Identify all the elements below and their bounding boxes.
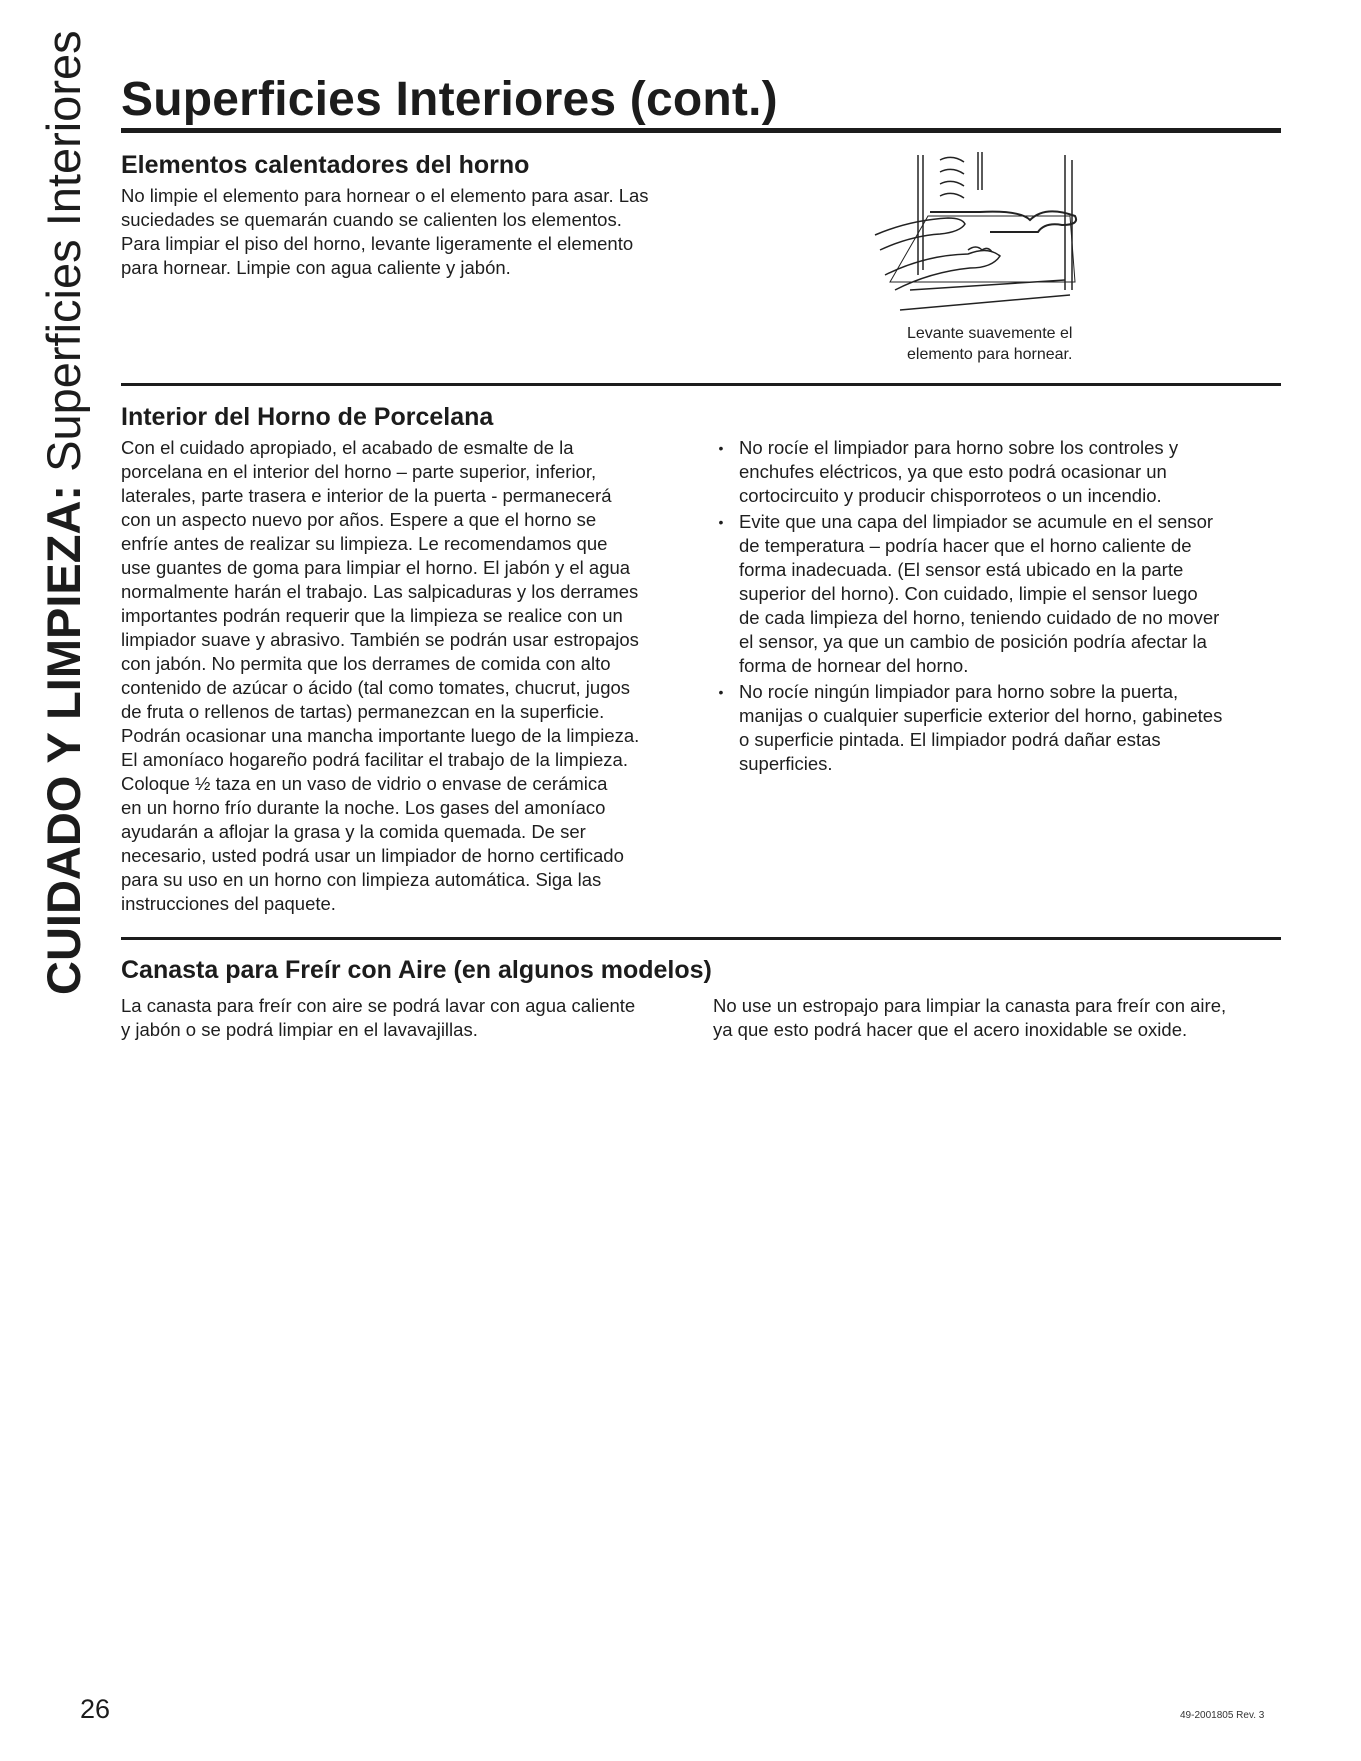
text-line: instrucciones del paquete. [121,893,336,914]
text-line: porcelana en el interior del horno – parte superior, inferior, [121,461,597,482]
text-line: No rocíe el limpiador para horno sobre los controles y [739,437,1179,458]
text-line: forma de hornear del horno. [739,655,969,676]
text-line: No limpie el elemento para hornear o el elemento para asar. Las [121,185,649,206]
text-line: manijas o cualquier superficie exterior del horno, gabinetes [739,705,1223,726]
list-item [713,436,1293,508]
section-rule [121,383,1281,386]
side-tab-bold: CUIDADO Y LIMPIEZA: [37,484,90,995]
text-line: superior del horno). Con cuidado, limpie el sensor luego [739,583,1198,604]
text-line: en un horno frío durante la noche. Los gases del amoníaco [121,797,606,818]
elementos-text [121,184,721,280]
text-line: Evite que una capa del limpiador se acumule en el sensor [739,511,1214,532]
text-line: el sensor, ya que un cambio de posición podría afectar la [739,631,1207,652]
text-line: No rocíe ningún limpiador para horno sobre la puerta, [739,681,1179,702]
text-line: No use un estropajo para limpiar la canasta para freír con aire, [713,995,1227,1016]
list-item [713,510,1293,678]
text-line: use guantes de goma para limpiar el horno. El jabón y el agua [121,557,631,578]
text-line: limpiador suave y abrasivo. También se podrán usar estropajos [121,629,639,650]
text-line: enchufes eléctricos, ya que esto podrá ocasionar un [739,461,1167,482]
text-line: El amoníaco hogareño podrá facilitar el trabajo de la limpieza. [121,749,628,770]
text-line: enfríe antes de realizar su limpieza. Le recomendamos que [121,533,608,554]
text-line: necesario, usted podrá usar un limpiador de horno certificado [121,845,624,866]
text-line: de temperatura – podría hacer que el horno caliente de [739,535,1192,556]
text-line: y jabón o se podrá limpiar en el lavavajillas. [121,1019,478,1040]
text-line: ayudarán a aflojar la grasa y la comida quemada. De ser [121,821,586,842]
bullet-dot: • [718,440,724,456]
section-heading-canasta: Canasta para Freír con Aire (en algunos modelos) [121,956,712,984]
side-tab-light: Superficies Interiores [37,30,90,485]
text-line: con jabón. No permita que los derrames de comida con alto [121,653,611,674]
text-line: para su uso en un horno con limpieza automática. Siga las [121,869,602,890]
porcelana-bullet-list [713,436,1293,778]
text-line: Podrán ocasionar una mancha importante luego de la limpieza. [121,725,640,746]
text-line: con un aspecto nuevo por años. Espere a que el horno se [121,509,597,530]
text-line: contenido de azúcar o ácido (tal como tomates, chucrut, jugos [121,677,631,698]
document-id: 49-2001805 Rev. 3 [1180,1710,1265,1721]
text-line: de fruta o rellenos de tartas) permanezcan en la superficie. [121,701,605,722]
porcelana-text [121,436,701,916]
page-title: Superficies Interiores (cont.) [121,73,778,126]
text-line: La canasta para freír con aire se podrá lavar con agua caliente [121,995,636,1016]
text-line: forma inadecuada. (El sensor está ubicado en la parte [739,559,1184,580]
text-line: para hornear. Limpie con agua caliente y jabón. [121,257,511,278]
text-line: superficies. [739,753,833,774]
page-number: 26 [80,1694,111,1724]
text-line: laterales, parte trasera e interior de la puerta - permanecerá [121,485,612,506]
text-line: o superficie pintada. El limpiador podrá dañar estas [739,729,1161,750]
text-line: ya que esto podrá hacer que el acero inoxidable se oxide. [713,1019,1188,1040]
text-line: de cada limpieza del horno, teniendo cuidado de no mover [739,607,1220,628]
text-line: suciedades se quemarán cuando se calienten los elementos. [121,209,622,230]
text-line: Para limpiar el piso del horno, levante ligeramente el elemento [121,233,634,254]
text-line: normalmente harán el trabajo. Las salpicaduras y los derrames [121,581,639,602]
canasta-text-left [121,994,701,1042]
text-line: Con el cuidado apropiado, el acabado de esmalte de la [121,437,574,458]
oven-element-illustration [870,150,1110,320]
figure-caption [907,323,1072,365]
bullet-dot: • [718,684,724,700]
title-rule [121,128,1281,133]
text-line: Coloque ½ taza en un vaso de vidrio o envase de cerámica [121,773,608,794]
section-rule [121,937,1281,940]
bullet-dot: • [718,514,724,530]
list-item [713,680,1293,776]
caption-line: Levante suavemente el [907,325,1073,342]
section-heading-porcelana: Interior del Horno de Porcelana [121,403,494,431]
section-heading-elementos: Elementos calentadores del horno [121,151,530,179]
side-tab [38,0,90,995]
text-line: cortocircuito y producir chisporroteos o un incendio. [739,485,1162,506]
text-line: importantes podrán requerir que la limpieza se realice con un [121,605,623,626]
canasta-text-right [713,994,1303,1042]
caption-line: elemento para hornear. [907,346,1073,363]
